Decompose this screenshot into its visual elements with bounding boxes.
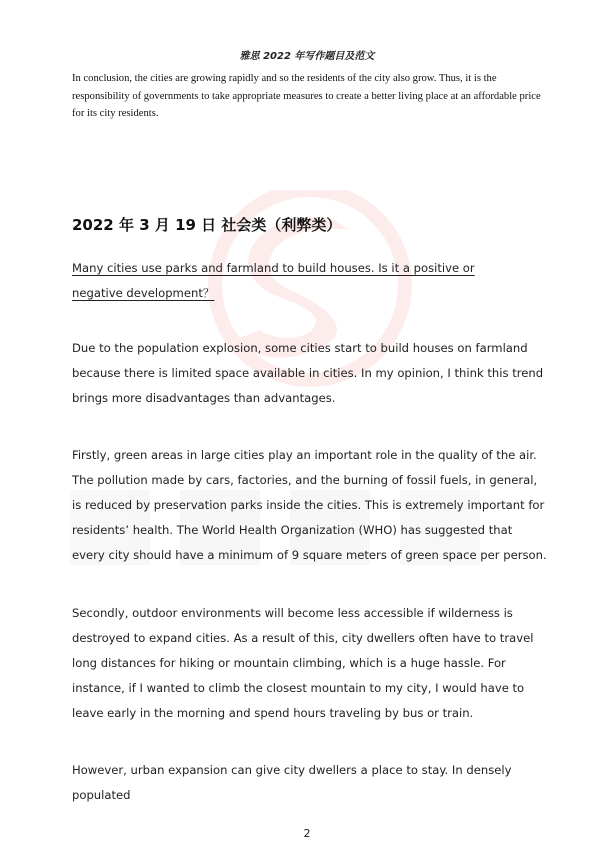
running-header: 雅思 2022 年写作题目及范文 [239,51,375,62]
essay-paragraph-1: Due to the population explosion, some cities start to build houses on farmland because there is limited space available in cities. In my opinion, I think this trend brings more disadvantages than advantages. [72,341,544,405]
essay-question: Many cities use parks and farmland to build houses. Is it a positive or negative development？ [72,261,475,300]
intro-paragraph: In conclusion, the cities are growing rapidly and so the residents of the city also grow. Thus, it is the responsibility of governments to take appropriate measures to create a better living place at an affordable price for its city residents. [72,73,541,119]
essay-paragraph-3: Secondly, outdoor environments will become less accessible if wilderness is destroyed to expand cities. As a result of this, city dwellers often have to travel long distances for hiking or mountain climbing, which is a huge hassle. For instance, if I wanted to climb the closest mountain to my city, I would have to leave early in the morning and spend hours traveling by bus or train. [72,606,534,720]
page-number: 2 [303,827,311,840]
essay-paragraph-2: Firstly, green areas in large cities play an important role in the quality of the air. The pollution made by cars, factories, and the burning of fossil fuels, in general, is reduced by preservation parks inside the cities. This is extremely important for residents’ health. The World Health Organization (WHO) has suggested that every city should have a minimum of 9 square meters of green space per person. [72,448,547,562]
section-title: 2022 年 3 月 19 日 社会类（利弊类） [72,216,342,234]
essay-paragraph-4: However, urban expansion can give city dwellers a place to stay. In densely populated [72,763,512,802]
